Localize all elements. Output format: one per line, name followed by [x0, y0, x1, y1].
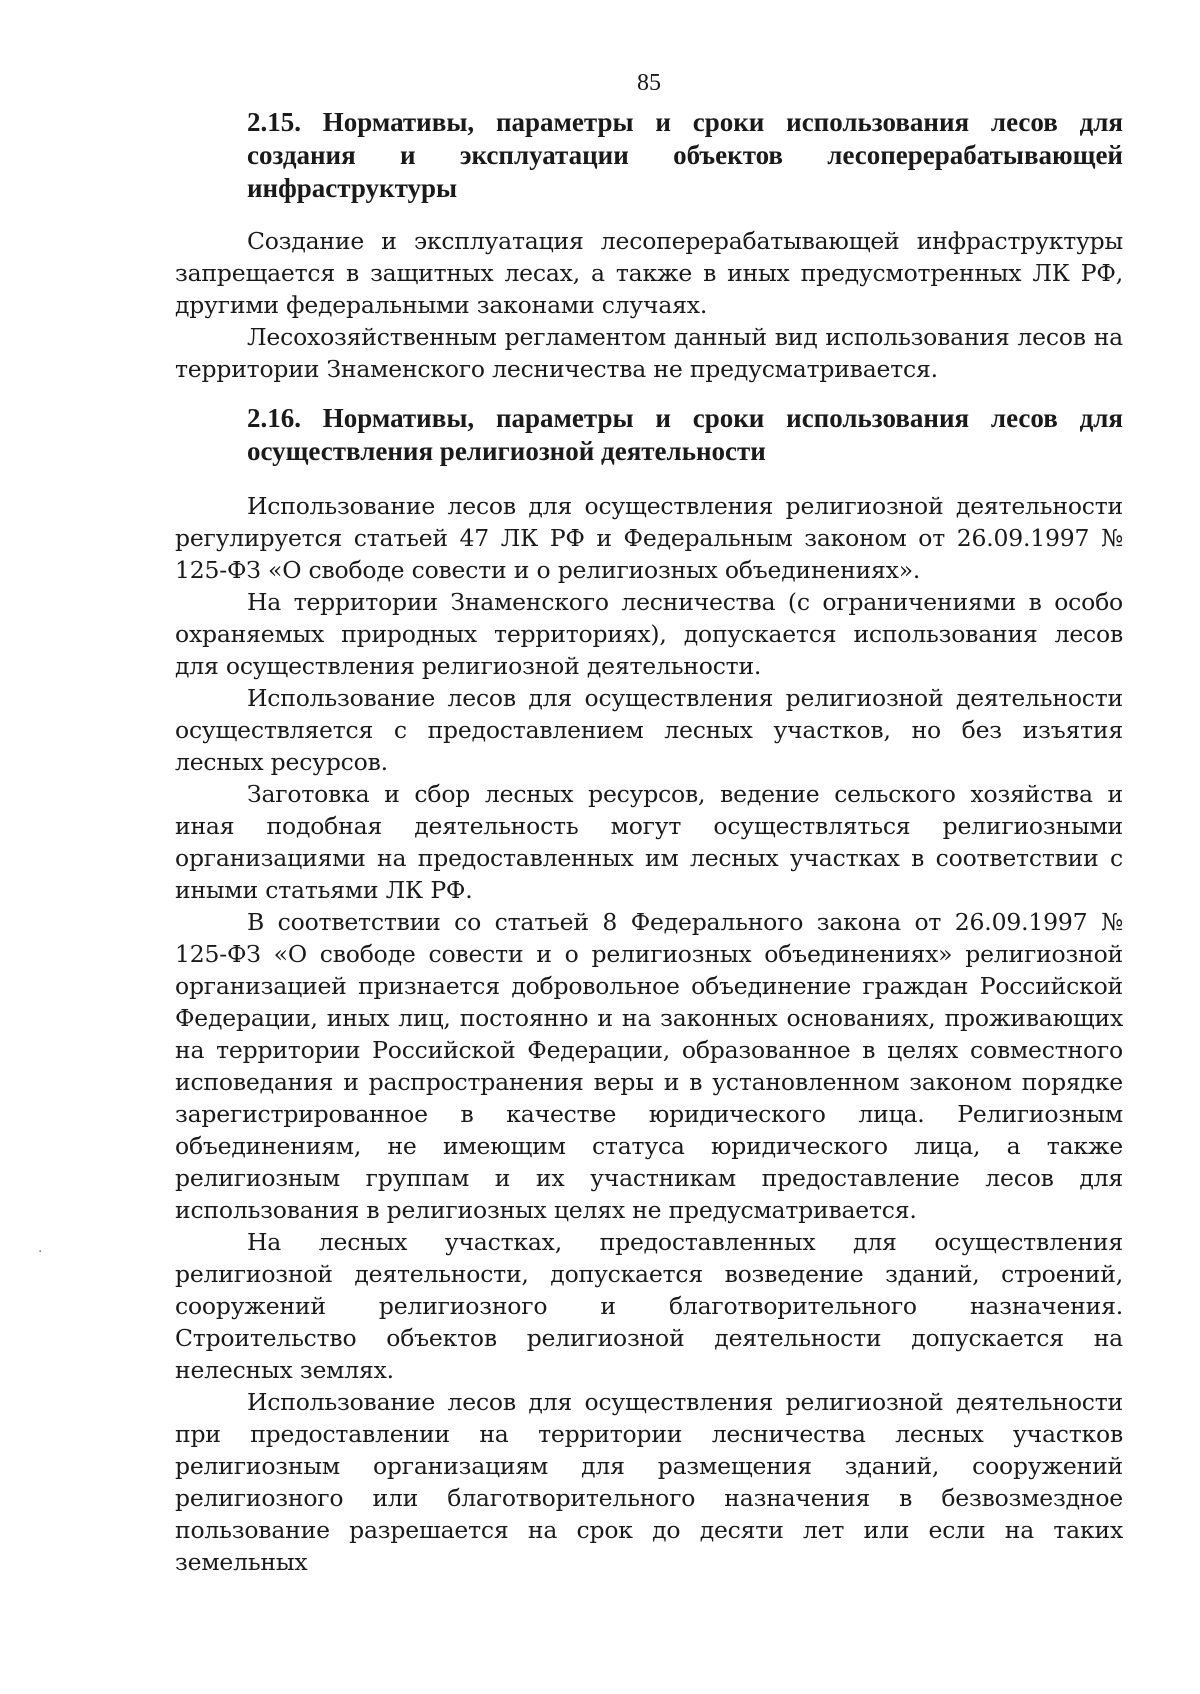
paragraph: На лесных участках, предоставленных для осуществления религиозной деятельности, допускается возведение зданий, строений, сооружений религиозного и благотворительного назначения. Строительство объектов религиозной деятельности допускается на нелесных землях. — [175, 1228, 1123, 1384]
paragraph: Заготовка и сбор лесных ресурсов, ведение сельского хозяйства и иная подобная деятельность могут осуществляться религиозными организациями на предоставленных им лесных участках в соответствии с иными статьями ЛК РФ. — [175, 780, 1123, 904]
paragraph: Использование лесов для осуществления религиозной деятельности регулируется статьей 47 ЛК РФ и Федеральным законом от 26.09.1997 № 125-ФЗ «О свободе совести и о религиозных объединениях». — [175, 492, 1123, 584]
paragraph: Лесохозяйственным регламентом данный вид использования лесов на территории Знаменского лесничества не предусматривается. — [175, 323, 1123, 383]
section-2-15-body — [175, 225, 1123, 385]
paragraph: Использование лесов для осуществления религиозной деятельности при предоставлении на территории лесничества лесных участков религиозным организациям для размещения зданий, сооружений религиозного или благотворительного назначения в безвозмездное пользование разрешается на срок до десяти лет или если на таких земельных — [175, 1388, 1123, 1576]
paragraph: Создание и эксплуатация лесоперерабатывающей инфраструктуры запрещается в защитных лесах, а также в иных предусмотренных ЛК РФ, другими федеральными законами случаях. — [175, 227, 1123, 319]
paragraph: В соответствии со статьей 8 Федерального закона от 26.09.1997 № 125-ФЗ «О свободе совести и о религиозных объединениях» религиозной организацией признается добровольное объединение граждан Российской Федерации, иных лиц, постоянно и на законных основаниях, проживающих на территории Российской Федерации, образованное в целях совместного исповедания и распространения веры и в установленном законом порядке зарегистрированное в качестве юридического лица. Религиозным объединениям, не имеющим статуса юридического лица, а также религиозным группам и их участникам предоставление лесов для использования в религиозных целях не предусматривается. — [175, 908, 1123, 1224]
section-2-16-title — [175, 402, 1123, 468]
section-2-15-title-text: 2.15. Нормативы, параметры и сроки использования лесов для создания и эксплуатации объектов лесоперерабатывающей инфраструктуры — [247, 107, 1123, 203]
scan-mark: · — [38, 1244, 43, 1260]
paragraph: Использование лесов для осуществления религиозной деятельности осуществляется с предоставлением лесных участков, но без изъятия лесных ресурсов. — [175, 684, 1123, 776]
paragraph: На территории Знаменского лесничества (с ограничениями в особо охраняемых природных территориях), допускается использования лесов для осуществления религиозной деятельности. — [175, 588, 1123, 680]
section-2-16-title-text: 2.16. Нормативы, параметры и сроки использования лесов для осуществления религиозной деятельности — [247, 403, 1123, 466]
section-2-16-body — [175, 490, 1123, 1578]
page-number: 85 — [637, 70, 661, 96]
section-2-15-title — [175, 106, 1123, 205]
